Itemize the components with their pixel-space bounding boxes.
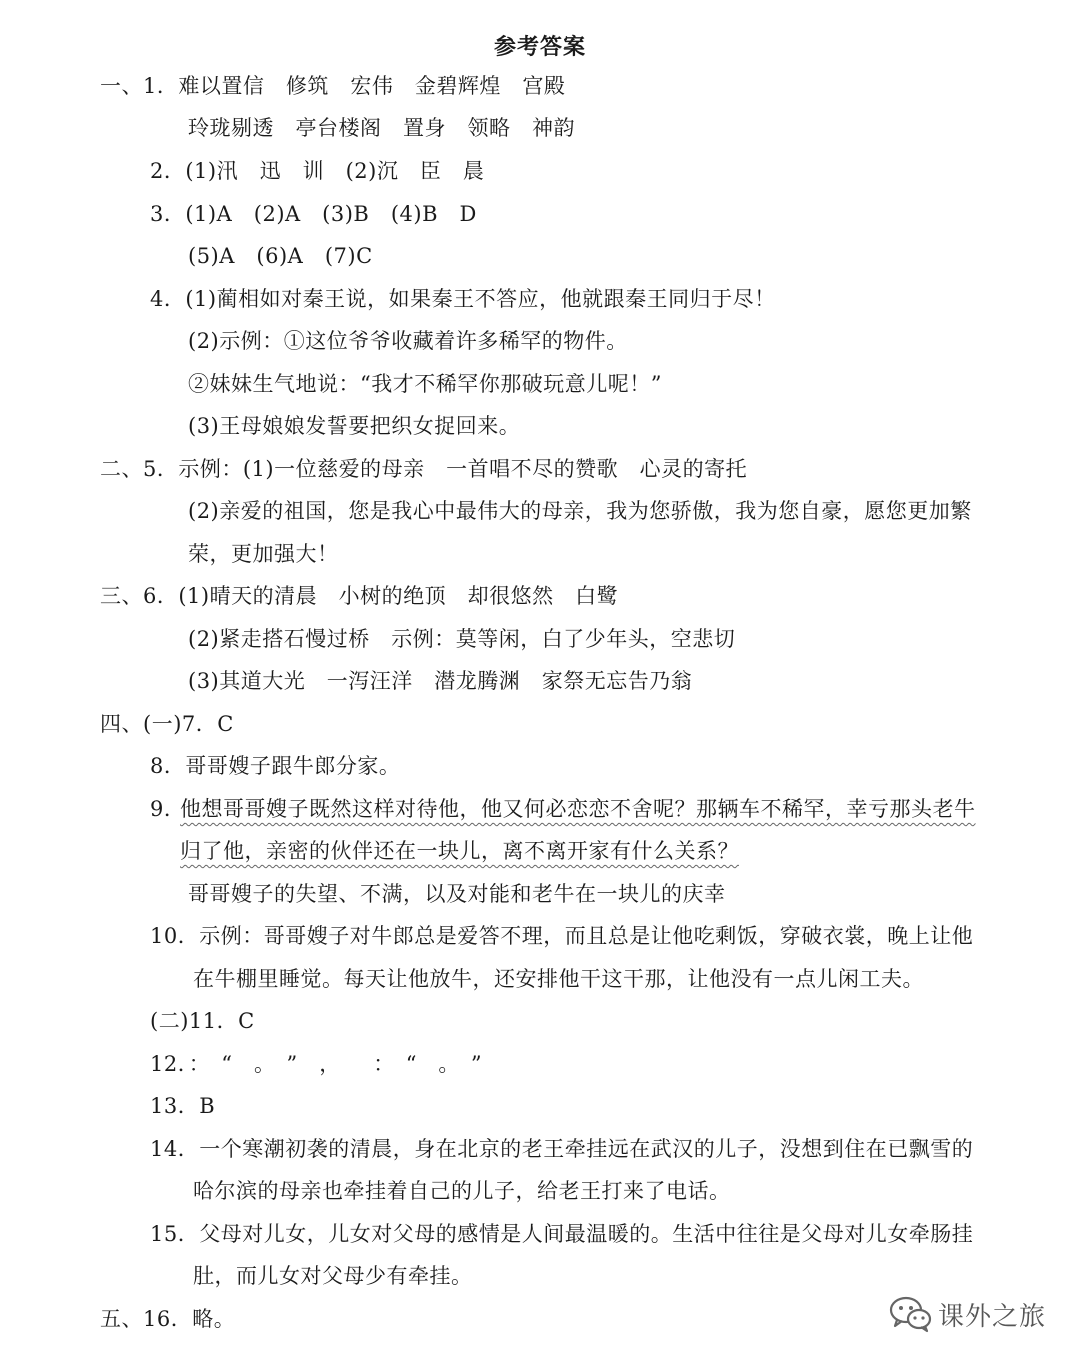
answer-line-9-cont: 归了他，亲密的伙伴还在一块儿，离不离开家有什么关系？ xyxy=(180,839,739,863)
answer-line-12: 12．： “ 。 ” ， ： “ 。 ” xyxy=(150,1052,483,1076)
answer-line-1-cont: 玲珑剔透 亭台楼阁 置身 领略 神韵 xyxy=(188,116,575,140)
answer-line-7: 四、(一)7．C xyxy=(100,712,234,736)
answer-line-5: 二、5．示例：(1)一位慈爱的母亲 一首唱不尽的赞歌 心灵的寄托 xyxy=(100,457,748,481)
answer-line-4-3: (3)王母娘娘发誓要把织女捉回来。 xyxy=(188,414,521,438)
answer-line-14: 14．一个寒潮初袭的清晨，身在北京的老王牵挂远在武汉的儿子，没想到住在已飘雪的 xyxy=(150,1137,974,1161)
answer-line-9-2: 哥哥嫂子的失望、不满，以及对能和老牛在一块儿的庆幸 xyxy=(188,882,726,906)
answer-line-4-2: (2)示例：①这位爷爷收藏着许多稀罕的物件。 xyxy=(188,329,628,353)
answer-line-15-cont: 肚，而儿女对父母少有牵挂。 xyxy=(193,1264,473,1288)
answer-line-6-3: (3)其道大光 一泻汪洋 潜龙腾渊 家祭无忘告乃翁 xyxy=(188,669,693,693)
answer-line-13: 13．B xyxy=(150,1094,216,1118)
answer-line-5-2: (2)亲爱的祖国，您是我心中最伟大的母亲，我为您骄傲，我为您自豪，愿您更加繁 xyxy=(188,499,972,523)
answer-line-4-2b: ②妹妹生气地说：“我才不稀罕你那破玩意儿呢！” xyxy=(188,372,662,396)
answer-line-10-cont: 在牛棚里睡觉。每天让他放牛，还安排他干这干那，让他没有一点儿闲工夫。 xyxy=(193,967,924,991)
answer-line-9: 他想哥哥嫂子既然这样对待他，他又何必恋恋不舍呢？那辆车不稀罕，幸亏那头老牛 xyxy=(180,797,976,821)
answer-line-15: 15．父母对儿女，儿女对父母的感情是人间最温暖的。生活中往往是父母对儿女牵肠挂 xyxy=(150,1222,974,1246)
answer-line-4: 4．(1)蔺相如对秦王说，如果秦王不答应，他就跟秦王同归于尽！ xyxy=(150,287,776,311)
wechat-icon xyxy=(888,1294,934,1334)
answer-line-6-2: (2)紧走搭石慢过桥 示例：莫等闲，白了少年头，空悲切 xyxy=(188,627,736,651)
answer-line-8: 8．哥哥嫂子跟牛郎分家。 xyxy=(150,754,401,778)
answer-line-2: 2．(1)汛 迅 训 (2)沉 臣 晨 xyxy=(150,159,485,183)
watermark xyxy=(888,1292,1063,1336)
answer-line-10: 10．示例：哥哥嫂子对牛郎总是爱答不理，而且总是让他吃剩饭，穿破衣裳，晚上让他 xyxy=(150,924,974,948)
answer-line-1: 一、1．难以置信 修筑 宏伟 金碧辉煌 宫殿 xyxy=(100,74,566,98)
answer-line-14-cont: 哈尔滨的母亲也牵挂着自己的儿子，给老王打来了电话。 xyxy=(193,1179,731,1203)
answer-line-5-2b: 荣，更加强大！ xyxy=(188,542,339,566)
answer-line-9-number: 9． xyxy=(150,797,186,821)
answer-line-3: 3．(1)A (2)A (3)B (4)B D xyxy=(150,202,477,226)
answer-line-3-cont: (5)A (6)A (7)C xyxy=(188,244,373,268)
answer-line-16: 五、16．略。 xyxy=(100,1307,236,1331)
page-title: 参考答案 xyxy=(493,35,586,60)
answer-line-6: 三、6．(1)晴天的清晨 小树的绝顶 却很悠然 白鹭 xyxy=(100,584,619,608)
answer-line-11: (二)11．C xyxy=(150,1009,255,1033)
watermark-text: 课外之旅 xyxy=(938,1301,1047,1332)
